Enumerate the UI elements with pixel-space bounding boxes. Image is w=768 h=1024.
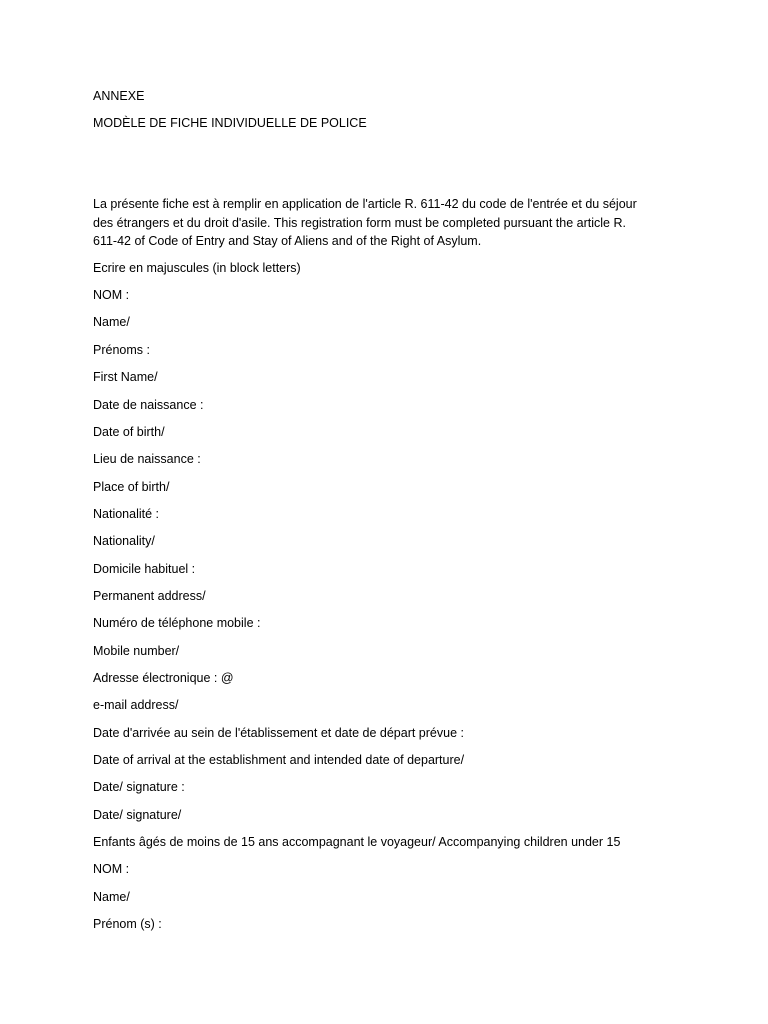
form-title: MODÈLE DE FICHE INDIVIDUELLE DE POLICE xyxy=(93,116,367,130)
field-label-adresse-electronique: Adresse électronique : @ xyxy=(93,671,234,685)
field-label-child-nom: NOM : xyxy=(93,862,130,876)
intro-line: La présente fiche est à remplir en application de l'article R. 611-42 du code de l'entrée et du séjour xyxy=(93,197,637,211)
intro-line: 611-42 of Code of Entry and Stay of Aliens and of the Right of Asylum. xyxy=(93,234,482,248)
field-label-telephone: Numéro de téléphone mobile : xyxy=(93,616,261,630)
section-heading-children: Enfants âgés de moins de 15 ans accompagnant le voyageur/ Accompanying children under 15 xyxy=(93,835,621,849)
field-label-nom: NOM : xyxy=(93,288,130,302)
intro-paragraph xyxy=(93,195,673,251)
field-label-date-signature-fr: Date/ signature : xyxy=(93,780,185,794)
field-label-nationality: Nationality/ xyxy=(93,534,155,548)
field-label-name: Name/ xyxy=(93,315,130,329)
field-label-permanent-address: Permanent address/ xyxy=(93,589,206,603)
field-label-date-of-arrival: Date of arrival at the establishment and intended date of departure/ xyxy=(93,753,465,767)
field-label-domicile: Domicile habituel : xyxy=(93,562,196,576)
field-label-child-name: Name/ xyxy=(93,890,130,904)
field-label-lieu-naissance: Lieu de naissance : xyxy=(93,452,201,466)
field-label-mobile-number: Mobile number/ xyxy=(93,644,180,658)
field-label-date-signature-en: Date/ signature/ xyxy=(93,808,182,822)
field-label-email-address: e-mail address/ xyxy=(93,698,179,712)
field-label-date-naissance: Date de naissance : xyxy=(93,398,204,412)
field-label-place-of-birth: Place of birth/ xyxy=(93,480,170,494)
field-label-prenoms: Prénoms : xyxy=(93,343,150,357)
field-label-child-prenoms: Prénom (s) : xyxy=(93,917,162,931)
field-label-first-name: First Name/ xyxy=(93,370,158,384)
instruction-text: Ecrire en majuscules (in block letters) xyxy=(93,261,301,275)
field-label-nationalite: Nationalité : xyxy=(93,507,160,521)
field-label-date-of-birth: Date of birth/ xyxy=(93,425,165,439)
field-label-date-arrivee: Date d'arrivée au sein de l'établissement et date de départ prévue : xyxy=(93,726,464,740)
annex-heading: ANNEXE xyxy=(93,89,145,103)
intro-line: des étrangers et du droit d'asile. This registration form must be completed pursuant the article R. xyxy=(93,215,626,230)
